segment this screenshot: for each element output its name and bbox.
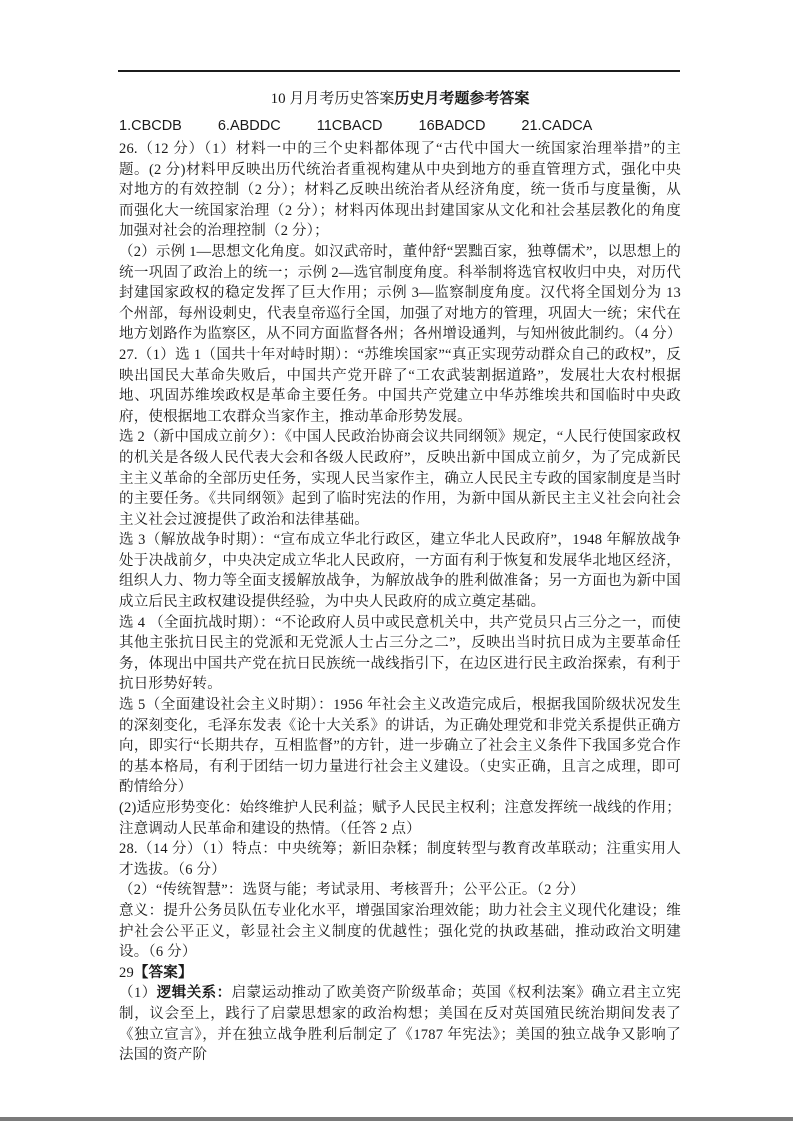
answer-group: 21.CADCA: [521, 118, 593, 134]
paragraph-text: （2）示例 1—思想文化角度。如汉武帝时，董仲舒“罢黜百家，独尊儒术”，以思想上的统一巩固了政治上的统一；示例 2—选官制度角度。科举制将选官权收归中央，对历代封建国家政权的稳定发挥了巨大作用；示例 3—监察制度角度。汉代将全国划分为 13 个州部，每州设刺史，代表皇帝巡行全国，加强了对地方的管理，巩固大一统；宋代在地方划路作为监察区，从不同方面监督各州；各州增设通判，与知州彼此制约。（4 分）: [119, 243, 682, 343]
header-divider-rule: [118, 70, 680, 72]
paragraph: [119, 427, 681, 530]
paragraph: [119, 139, 681, 242]
paragraph: [119, 880, 681, 901]
paragraph: [119, 613, 681, 695]
paragraph: [119, 798, 681, 839]
paragraph-bold-label: 逻辑关系：: [156, 985, 232, 1002]
paragraph-text: 意义：提升公务员队伍专业化水平，增强国家治理效能；助力社会主义现代化建设；维护社会公平正义，彰显社会主义制度的优越性；强化党的执政基础，推动政治文明建设。（6 分）: [119, 902, 681, 961]
paragraph: [119, 963, 681, 984]
paragraph: [119, 695, 681, 798]
paragraph: [119, 242, 681, 345]
paragraph-text: 选 3（解放战争时期）：“宣布成立华北行政区，建立华北人民政府”，1948 年解放战争处于决战前夕，中央决定成立华北人民政府，一方面有利于恢复和发展华北地区经济，组织人力、物力等全面支援解放战争，为解放战争的胜利做准备；另一方面也为新中国成立后民主政权建设提供经验，为中央人民政府的成立奠定基础。: [119, 532, 681, 611]
paragraph: [119, 530, 681, 612]
paragraph: [119, 983, 681, 1065]
paragraph: [119, 345, 681, 427]
paragraph-text: 27.（1）选 1（国共十年对峙时期）：“苏维埃国家”“真正实现劳动群众自己的政权”，反映出国民大革命失败后，中国共产党开辟了“工农武装割据道路”，发展壮大农村根据地、巩固苏维埃政权是革命主要任务。中国共产党建立中华苏维埃共和国临时中央政府，使根据地工农群众当家作主，推动革命形势发展。: [119, 346, 681, 425]
paragraph-text: 启蒙运动推动了欧美资产阶级革命；英国《权利法案》确立君主立宪制，议会至上，践行了启蒙思想家的政治构想；美国在反对英国殖民统治期间发表了《独立宣言》，并在独立战争胜利后制定了《1787 年宪法》；美国的独立战争又影响了法国的资产阶: [119, 985, 681, 1064]
paragraph-text: 29: [119, 964, 134, 981]
footer-divider-rule: [0, 1117, 793, 1121]
answer-group: 1.CBCDB: [119, 118, 182, 134]
paragraph-text: （1）: [119, 985, 157, 1002]
paragraph-text: 选 2（新中国成立前夕）：《中国人民政治协商会议共同纲领》规定，“人民行使国家政权的机关是各级人民代表大会和各级人民政府”，反映出新中国成立前夕，为了完成新民主主义革命的全部历史任务，实现人民当家作主，确立人民民主专政的国家制度是当时的主要任务。《共同纲领》起到了临时宪法的作用，为新中国从新民主主义社会向社会主义社会过渡提供了政治和法律基础。: [119, 429, 682, 528]
paragraph: [119, 839, 681, 880]
paragraph-text: 28.（14 分）（1）特点：中央统筹；新旧杂糅；制度转型与教育改革联动；注重实用人才选拔。（6 分）: [119, 841, 681, 878]
paragraph-text: 选 4 （全面抗战时期）：“不论政府人员中或民意机关中，共产党员只占三分之一，而使其他主张抗日民主的党派和无党派人士占三分之二”，反映出当时抗日成为主要革命任务，体现出中国共产党在抗日民族统一战线指引下，在边区进行民主政治探索，有利于抗日形势好转。: [119, 614, 681, 693]
paragraph: [119, 901, 681, 963]
multiple-choice-answer-row: [119, 116, 681, 136]
paragraph-text: 26.（12 分）（1）材料一中的三个史料都体现了“古代中国大一统国家治理举措”的主题。(2 分)材料甲反映出历代统治者重视构建从中央到地方的垂直管理方式，强化中央对地方的有效控制（2 分）；材料乙反映出统治者从经济角度，统一货币与度量衡，从而强化大一统国家治理（2 分）；材料丙体现出封建国家从文化和社会基层教化的角度加强对社会的治理控制（2 分）；: [119, 141, 681, 240]
page-title-bold: 历史月考题参考答案: [394, 91, 530, 107]
answer-group: 16BADCD: [418, 118, 486, 134]
paragraph-text: 选 5（全面建设社会主义时期）：1956 年社会主义改造完成后，根据我国阶级状况发生的深刻变化，毛泽东发表《论十大关系》的讲话，为正确处理党和非党关系提供正确方向，即实行“长期共存，互相监督”的方针，进一步确立了社会主义条件下我国多党合作的基本格局，有利于团结一切力量进行社会主义建设。（史实正确，且言之成理，即可酌情给分）: [119, 697, 681, 796]
paragraph-bold-label: 【答案】: [133, 964, 193, 981]
answer-group: 6.ABDDC: [217, 118, 281, 134]
page-title: [119, 88, 681, 111]
paragraph-text: (2)适应形势变化：始终维护人民利益；赋予人民民主权利；注意发挥统一战线的作用；注意调动人民革命和建设的热情。（任答 2 点）: [119, 800, 681, 837]
page-title-regular: 10 月月考历史答案: [270, 91, 395, 107]
document-content: [119, 88, 681, 1066]
document-body: [119, 139, 681, 1066]
answer-group: 11CBACD: [316, 118, 383, 134]
paragraph-text: （2）“传统智慧”：选贤与能；考试录用、考核晋升；公平公正。（2 分）: [119, 882, 585, 899]
